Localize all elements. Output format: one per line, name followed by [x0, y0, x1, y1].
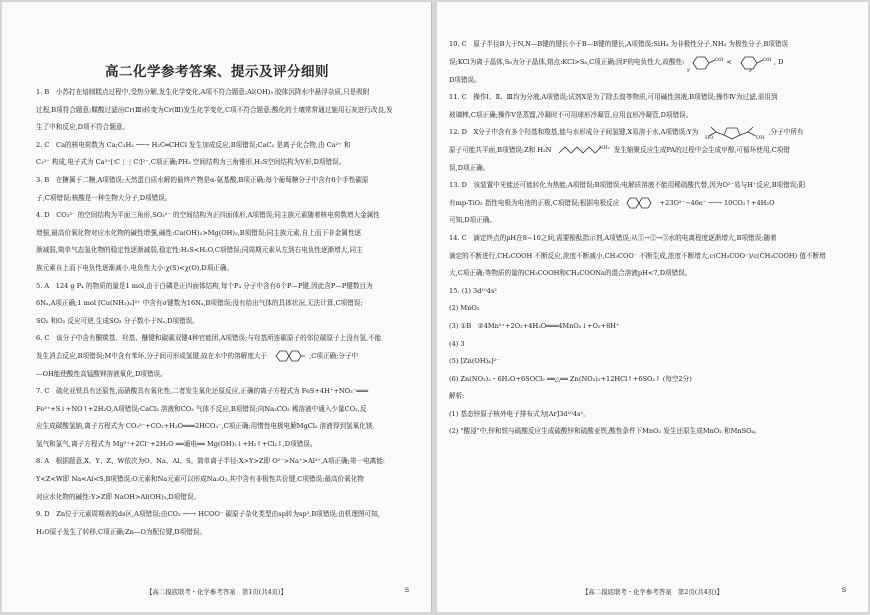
answer-item: [36, 330, 409, 383]
answer-item: [36, 278, 409, 331]
answer-line: 生了中和反应,D项不符合题意。: [36, 123, 130, 132]
structure-figure: [554, 146, 612, 154]
answer-item: [449, 89, 842, 124]
footer-text: 【高二摸底联考・化学参考答案 第2页(共4页)】: [582, 588, 723, 596]
answer-line: H₂O原子发生了转移,C项正确;Zn—O为配位键,D项错误。: [36, 527, 207, 536]
answer-line: 有mp-TiO₂ 指性电极为电池的正极,C项错误;根据电极反应 +23O²⁻−46e⁻ ──→ 10CO₂↑+4H₂O: [449, 195, 842, 213]
fig10-tail-text: , D: [773, 57, 784, 66]
answer-line: Y<Z<W即 Na<Al<S,B项错误;O元素和Na元素可以形成Na₂O₂,其中含有非极性共价键,C项错误;最高价氧化物: [36, 475, 364, 484]
answer-item: [36, 137, 409, 172]
structure-figure: [700, 128, 766, 142]
footer-text: 【高二摸底联考・化学参考答案 第1页(共4页)】: [146, 588, 287, 596]
answer-line: (6) Zn(NO₃)₂・6H₂O+6SOCl₂ ══△══ Zn(NO₃)₂+12HCl↑+6SO₂↑ (每空2分): [449, 374, 692, 383]
answer-line: 10. C 原子半径B大于N,N—B键的键长小于B—B键的键长,A项错误;SiH₄ 为非极性分子,NH₃ 为极性分子,B项错误: [449, 40, 789, 48]
answer-line: 过程,B项符合题意;鞣酸过滤出Cr(Ⅲ)转变为Cr(Ⅲ)发生化学变化,C项不符合题意;酸化的土壤常常通过施用石灰进行改良,发: [36, 105, 393, 114]
answer-item: [36, 506, 409, 541]
svg-text:OH: OH: [756, 135, 765, 142]
footer-mark: S: [404, 587, 409, 594]
answer-item: [449, 177, 842, 230]
answer-line: 7. C 硫化亚铁具有还原性,而硝酸具有氧化性,二者发生氧化还原反应,正确的离子方程式为 FeS+4H⁺+NO₃⁻═══: [36, 387, 369, 396]
answer-line: 6Nₐ,A项正确;1 mol [Cu(NH₃)₄]²⁺ 中含有σ键数为16Nₐ,B项错误;没有给出气体的具体状况,无法计算,C项错误;: [36, 299, 363, 308]
answer-page-1: [2, 2, 432, 612]
fig10-lead-text: 误;KCl为离子晶体,S₈为分子晶体,熔点:KCl>S₈,C项正确;因F的电负性大,故酸性:: [449, 57, 685, 66]
answer-line: (4) 3: [449, 339, 465, 348]
answer-item: [36, 383, 409, 453]
furan-dicarboxylic-structure-icon: [703, 124, 763, 140]
svg-text:OH: OH: [762, 56, 772, 63]
document-title: 高二化学参考答案、提示及评分细则: [105, 64, 329, 80]
answer-line: 3. B 在糖属于二糖,A项错误;天然蛋白质水解的最终产物是α-氨基酸,B项正确;每个葡萄糖分子中含有6个手性碳原: [36, 175, 369, 184]
answer-line: 原子可能共平面,B项错误;Z和 H₂N NH₂ 发生缩聚反应生成PA的过程中会生成甲醇,可循环使用,C项错: [449, 142, 842, 160]
answer-line: 12. D X分子中含有多个羟基和羧基,能与水形成分子间氢键,X易溶于水,A项错误;Y为 HO OH ,分子中所有: [449, 124, 842, 142]
svg-text:OH: OH: [715, 56, 724, 63]
answer-item: [36, 207, 409, 277]
answer-page-2: [437, 2, 868, 612]
answer-line: 可知,D项正确。: [449, 216, 496, 225]
answer-item: [36, 84, 409, 137]
answer-line: D项错误。: [449, 75, 481, 84]
answer-line: 氢气和氯气,离子方程式为 Mg²⁺+2Cl⁻+2H₂O ══通电══ Mg(OH)₂↓+H₂↑+Cl₂↑,D项错误。: [36, 439, 317, 448]
answer-line: —OH能使酸性高锰酸钾溶液氧化,D项错误。: [36, 369, 167, 378]
fused-ring-structure-icon: [272, 348, 306, 364]
diamine-chain-structure-icon: [557, 143, 609, 157]
answer-line: 2. C Ca的核电荷数为 Ca;C₂H₂ ──→ H₂C═CHCl 发生加成反应,B项错误;CaC₂ 是离子化合物,由 Ca²⁺ 和: [36, 140, 351, 149]
fluorobenzoic-acid-structure-icon: [687, 54, 723, 72]
answer-line: 大,C项正确;等物质的量的CH₃COOH和CH₃COONa的混合溶液pH<7,D项错误。: [449, 269, 692, 278]
footer-mark: S: [841, 587, 846, 594]
answer-line: 子,C项错误;核酸是一种生物大分子,D项错误。: [36, 193, 172, 202]
answer-item: [449, 36, 842, 89]
page-footer: [437, 587, 868, 596]
answer-line: (5) [Zn(OH)₄]²⁻: [449, 357, 500, 366]
answer-line: 11. C 操作Ⅰ、Ⅱ、Ⅲ均为分液,A项错误;试剂X是为了除去溴等物质,可用碱性溶液,B项错误;操作Ⅳ为过滤,需用到: [449, 93, 778, 102]
answer-body-left: [36, 84, 409, 541]
answer-line: 增强,最高价氧化物对应水化物的碱性增强,碱性:Ca(OH)₂>Mg(OH)₂,B项错误;同主族元素,自上而下非金属性逐: [36, 228, 362, 237]
answer-line: 14. C 滴定终点的pH在8~10之间,需要酚酞指示剂,A项错误;从①→②→③水的电离程度逐渐增大,B项错误;随着: [449, 233, 777, 242]
answer-line: 发生消去反应,B项错误;M中含有苯环,分子间可形成氢键,故在水中的溶解度大于 ,C项正确;分子中: [36, 348, 409, 366]
answer-line: 滴定的不断进行,CH₃COOH 不断反应,浓度不断减小,CH₃COO⁻ 不断生成,浓度不断增大,c(CH₃COO⁻)/c(CH₃COOH) 值不断增: [449, 251, 826, 260]
answer-line: 渐减弱,简单气态氢化物的稳定性逐渐减弱,稳定性:H₂S<H₂O,C项错误;同周期元素从左到右电负性逐渐增大,同主: [36, 246, 363, 255]
svg-text:F: F: [748, 67, 753, 74]
svg-text:HO: HO: [705, 135, 714, 142]
answer-line: C₂²⁻ 构成,电子式为 Ca²⁺[∶C⋮⋮C∶]²⁻,C项正确;PH₃ 空间结构为三角锥形,H₂S空间结构为V形,D项错误。: [36, 158, 346, 167]
answer-line: 5. A 124 g P₄ 的物质的量是1 mol,由于白磷是正四面体结构,每个P₄ 分子中含有6个P—P键,因此含P—P键数目为: [36, 281, 373, 290]
answer-line: Fe³⁺+S↓+NO↑+2H₂O,A项错误;CaCl₂ 溶液和CO₂ 气体不反应,B项错误;向Na₂CO₃ 稀溶液中通入少量CO₂,反: [36, 404, 367, 413]
answer-line: (3) ①B ②4Mn²⁺+2O₂+4H₂O═══4MnO₂↓+O₂+8H⁺: [449, 321, 620, 330]
answer-line: 15. (1) 3d¹⁰4s²: [449, 286, 497, 295]
benzoic-acid-structure-icon: [735, 54, 771, 72]
answer-line: 应生成碳酸氢钠,离子方程式为 CO₃²⁻+CO₂+H₂O═══2HCO₃⁻,C项正确;用惰性电极电解MgCl₂ 溶液得到氢氧化镁、: [36, 422, 380, 431]
answer-line: 4. D CO₃²⁻ 的空间结构为平面三角形,SO₃²⁻ 的空间结构为正四面体形,A项错误;同主族元素随着核电荷数增大金属性: [36, 211, 380, 220]
answer-line: 族元素自上而下电负性逐渐减小,电负性大小:χ(S)<χ(O),D项正确。: [36, 263, 234, 272]
structure-figure: [269, 352, 309, 360]
answer-line: 9. D Zn位于元素周期表的ds区,A项错误;由CO₂ ──→ HCOO⁻ 碳原子杂化类型由sp转为sp²,B项错误;由机理图可知,: [36, 510, 380, 519]
answer-line: 玻璃棒,C项正确;操作Ⅴ是蒸馏,冷凝时不可用球形冷凝管,应用直形冷凝管,D项错误。: [449, 110, 693, 119]
naphthol-structure-icon: [624, 196, 654, 210]
answer-item: [449, 230, 842, 283]
answer-line: 1. B 小苏打在焙制糕点过程中,受热分解,发生化学变化,A项不符合题意;Al(OH)₃ 胶体沉降水中悬浮杂质,只是吸附: [36, 88, 370, 96]
answer-line: 8. A 根据题意,X、Y、Z、W依次为O、Na、Al、S。简单离子半径:X>Y>Z即 O²⁻>Na⁺>Al³⁺,A项正确;第一电离能:: [36, 457, 386, 466]
answer-body-right: [449, 36, 842, 441]
answer-item: [36, 172, 409, 207]
answer-line: 误,D项正确。: [449, 163, 490, 172]
answer-line: 误;KCl为离子晶体,S₈为分子晶体,熔点:KCl>S₈,C项正确;因F的电负性大,故酸性: OH F < OH F , D: [449, 54, 842, 72]
svg-text:NH₂: NH₂: [598, 144, 610, 151]
answer-line: 解析:: [449, 392, 465, 401]
answer-line: (2) "酸浸"中,锌和铁与硫酸反应生成硫酸锌和硫酸亚铁,酸性条件下MnO₂ 发生还原生成MnO₂ 和MnSO₄。: [449, 427, 761, 436]
answer-line: SO₂ 和O₂ 反应可逆,生成SO₃ 分子数小于Nₐ,D项错误。: [36, 316, 199, 325]
answer-line: 对应水化物的碱性:Y>Z即 NaOH>Al(OH)₃,D项错误。: [36, 492, 201, 501]
answer-line: 6. C 该分子中含有酮羰基、羟基、醚键和碳碳双键4种官能团,A项错误;与羟基所连碳原子的邻位碳原子上没有氢,不能: [36, 334, 382, 343]
answer-item: [449, 124, 842, 177]
structure-figure: [621, 199, 657, 207]
answer-line: (2) MnO₂: [449, 304, 480, 313]
answer-line: 13. D 该装置中光能还可能转化为热能,A项错误;B项错误;电解质溶液不能用稀硫酸代替,因为O²⁻易与H⁺反应,B项错误;阳: [449, 181, 806, 190]
svg-text:F: F: [687, 67, 691, 74]
page-footer: [2, 587, 431, 596]
answer-item: [449, 283, 842, 441]
answer-item: [36, 453, 409, 506]
answer-line: (1) 基态锌原子核外电子排布式为[Ar]3d¹⁰4s²。: [449, 409, 590, 418]
